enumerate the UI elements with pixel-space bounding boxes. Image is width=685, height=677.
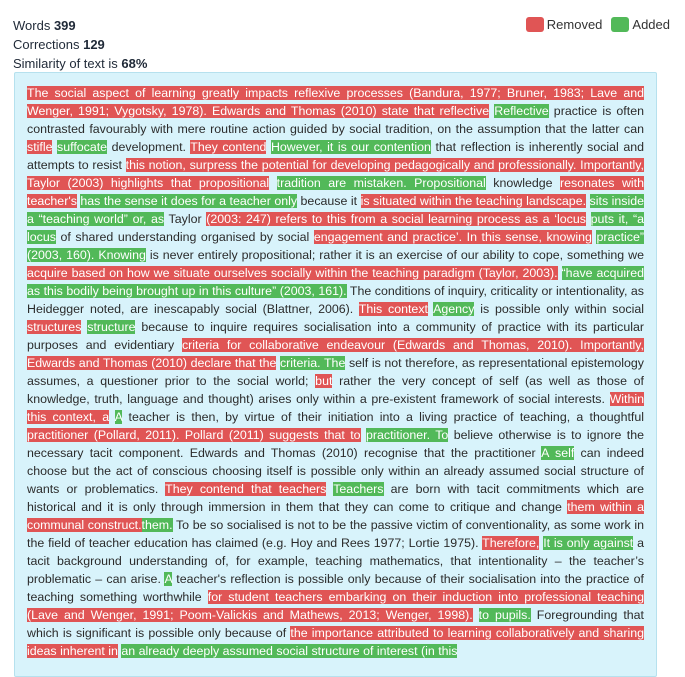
added-text: Agency bbox=[433, 302, 475, 316]
unchanged-text bbox=[558, 266, 562, 280]
unchanged-text: are born with tacit commitments which are historical and it is only through immersion in them that they can come to critique and change bbox=[27, 482, 644, 514]
unchanged-text: because it bbox=[297, 194, 361, 208]
removed-text: practitioner (Pollard, 2011). Pollard (2011) suggests that to bbox=[27, 428, 361, 442]
unchanged-text: is possible only within social bbox=[474, 302, 644, 316]
unchanged-text: can indeed choose but the act of conscious choosing itself is possible only within an already assumed social structure of wants or problematics. bbox=[27, 446, 644, 496]
added-swatch bbox=[611, 17, 629, 32]
legend-removed bbox=[526, 17, 603, 32]
added-text: It is only against bbox=[543, 536, 634, 550]
added-text: has the sense it does for a teacher only bbox=[80, 194, 298, 208]
similarity-stat bbox=[13, 54, 147, 73]
words-label: Words bbox=[13, 18, 51, 33]
unchanged-text: is never entirely propositional; rather it is an exercise of our ability to cope, something we bbox=[145, 248, 644, 262]
removed-text: but bbox=[315, 374, 333, 388]
unchanged-text: a tacit background understanding of, for example, teaching mathematics, that intentionality – the teacher’s problematic – can arise. bbox=[27, 536, 644, 586]
unchanged-text: Taylor bbox=[164, 212, 207, 226]
removed-text: is situated within the teaching landscape. bbox=[360, 194, 587, 208]
removed-text: for student teachers embarking on their induction into professional teaching (Lave and Wenger, 1991; Poom-Valickis and Mathews, 2013; Wenger, 1998). bbox=[27, 590, 644, 622]
unchanged-text: The conditions of inquiry, criticality or intentionality, as Heidegger noted, are inescapably social (Blattner, 2006). bbox=[27, 284, 644, 316]
removed-text: They contend that teachers bbox=[165, 482, 327, 496]
added-text: practitioner. To bbox=[365, 428, 449, 442]
added-text: Reflective bbox=[494, 104, 549, 118]
unchanged-text: believe otherwise is to ignore the necessary tacit component. Edwards and Thomas (2010) recognise that the practitioner bbox=[27, 428, 644, 460]
diff-panel[interactable] bbox=[14, 72, 657, 677]
corrections-value: 129 bbox=[83, 37, 105, 52]
removed-text: acquire based on how we situate ourselves socially within the teaching paradigm (Taylor, 2003). bbox=[27, 266, 558, 280]
removed-text: The social aspect of learning greatly impacts reflexive processes (Bandura, 1977; Bruner, 1983; Lave and Wenger, 1991; Vygotsky, 1978). Edwards and Thomas (2010) state that reflective bbox=[27, 86, 644, 118]
removed-text: resonates with teacher's bbox=[27, 176, 644, 208]
unchanged-text: practice is often contrasted favourably with mere routine action guided by social tradition, on the assumption that the latter can bbox=[27, 104, 644, 136]
words-stat bbox=[13, 16, 147, 35]
similarity-value: 68% bbox=[121, 56, 148, 71]
added-text: “have acquired as this bodily being brought up in this culture” (2003, 161). bbox=[27, 266, 645, 298]
added-text: structure bbox=[87, 320, 136, 334]
unchanged-text: To be so socialised is not to be the passive victim of conventionality, as some work in the field of teacher education has claimed (e.g. Hoy and Rees 1977; Lortie 1975). bbox=[27, 518, 644, 550]
added-text: A bbox=[114, 410, 123, 424]
removed-text: Within this context, a bbox=[27, 392, 644, 424]
stats-panel bbox=[13, 16, 147, 73]
added-text: puts it, “a locus bbox=[27, 212, 644, 244]
diff-text bbox=[15, 73, 656, 660]
removed-text: (2003: 247) refers to this from a social learning process as a ‘locus bbox=[206, 212, 586, 226]
added-text: them. bbox=[141, 518, 173, 532]
unchanged-text: teacher is then, by virtue of their initiation into a living practice of teaching, a thoughtful bbox=[122, 410, 644, 424]
added-text: However, it is our contention bbox=[270, 140, 431, 154]
unchanged-text: rather the very concept of self (as well as those of knowledge, truth, language and thought) arises only within a pre-existent framework of social interests. bbox=[27, 374, 645, 406]
removed-swatch bbox=[526, 17, 544, 32]
unchanged-text bbox=[473, 608, 479, 622]
legend-added bbox=[611, 17, 670, 32]
words-value: 399 bbox=[53, 18, 76, 33]
unchanged-text bbox=[269, 176, 277, 190]
added-text: suffocate bbox=[57, 140, 108, 154]
removed-text: They contend bbox=[190, 140, 267, 154]
unchanged-text: because to inquire requires socialisation into a community of practice with its particular purposes and evidentiary bbox=[27, 320, 644, 352]
unchanged-text: Foregrounding that which is significant is possible only because of bbox=[27, 608, 644, 640]
corrections-label: Corrections bbox=[13, 37, 80, 52]
unchanged-text: that reflection is inherently social and attempts to resist bbox=[27, 140, 644, 172]
removed-text: engagement and practice’. In this sense, knowing bbox=[313, 230, 592, 244]
unchanged-text bbox=[586, 212, 591, 226]
unchanged-text: knowledge bbox=[485, 176, 561, 190]
removed-text: This context bbox=[358, 302, 428, 316]
added-text: practice” (2003, 160). Knowing bbox=[27, 230, 644, 262]
added-text: A self bbox=[541, 446, 575, 460]
removed-label: Removed bbox=[546, 17, 603, 32]
removed-text: Therefore, bbox=[482, 536, 540, 550]
added-text: an already deeply assumed social structure of interest (in this bbox=[121, 644, 458, 658]
unchanged-text: development. bbox=[107, 140, 191, 154]
added-text: to pupils. bbox=[478, 608, 531, 622]
removed-text: criteria for collaborative endeavour (Edwards and Thomas, 2010). Importantly, Edwards and Thomas (2010) declare that the bbox=[27, 338, 644, 370]
removed-text: this notion, surpress the potential for developing pedagogically and professionally. Importantly, Taylor (2003) highlights that propositional bbox=[27, 158, 644, 190]
added-label: Added bbox=[632, 17, 670, 32]
unchanged-text: teacher's reflection is possible only because of their socialisation into the practice of teaching something worthwhile bbox=[27, 572, 644, 604]
added-text: tradition are mistaken. Propositional bbox=[276, 176, 486, 190]
unchanged-text: of shared understanding organised by social bbox=[55, 230, 314, 244]
removed-text: them within a communal construct. bbox=[27, 500, 644, 532]
added-text: criteria. The bbox=[279, 356, 346, 370]
legend bbox=[517, 17, 670, 32]
corrections-stat bbox=[13, 35, 147, 54]
added-text: A bbox=[164, 572, 173, 586]
removed-text: stifle bbox=[27, 140, 53, 154]
added-text: Teachers bbox=[333, 482, 384, 496]
similarity-label: Similarity of text is bbox=[13, 56, 118, 71]
unchanged-text: self is not therefore, as representational epistemology assumes, a questioner prior to the social world; bbox=[27, 356, 644, 388]
removed-text: the importance attributed to learning collaboratively and sharing ideas inherent in bbox=[27, 626, 644, 658]
removed-text: structures bbox=[27, 320, 82, 334]
added-text: sits inside a “teaching world” or, as bbox=[27, 194, 644, 226]
unchanged-text bbox=[109, 410, 115, 424]
